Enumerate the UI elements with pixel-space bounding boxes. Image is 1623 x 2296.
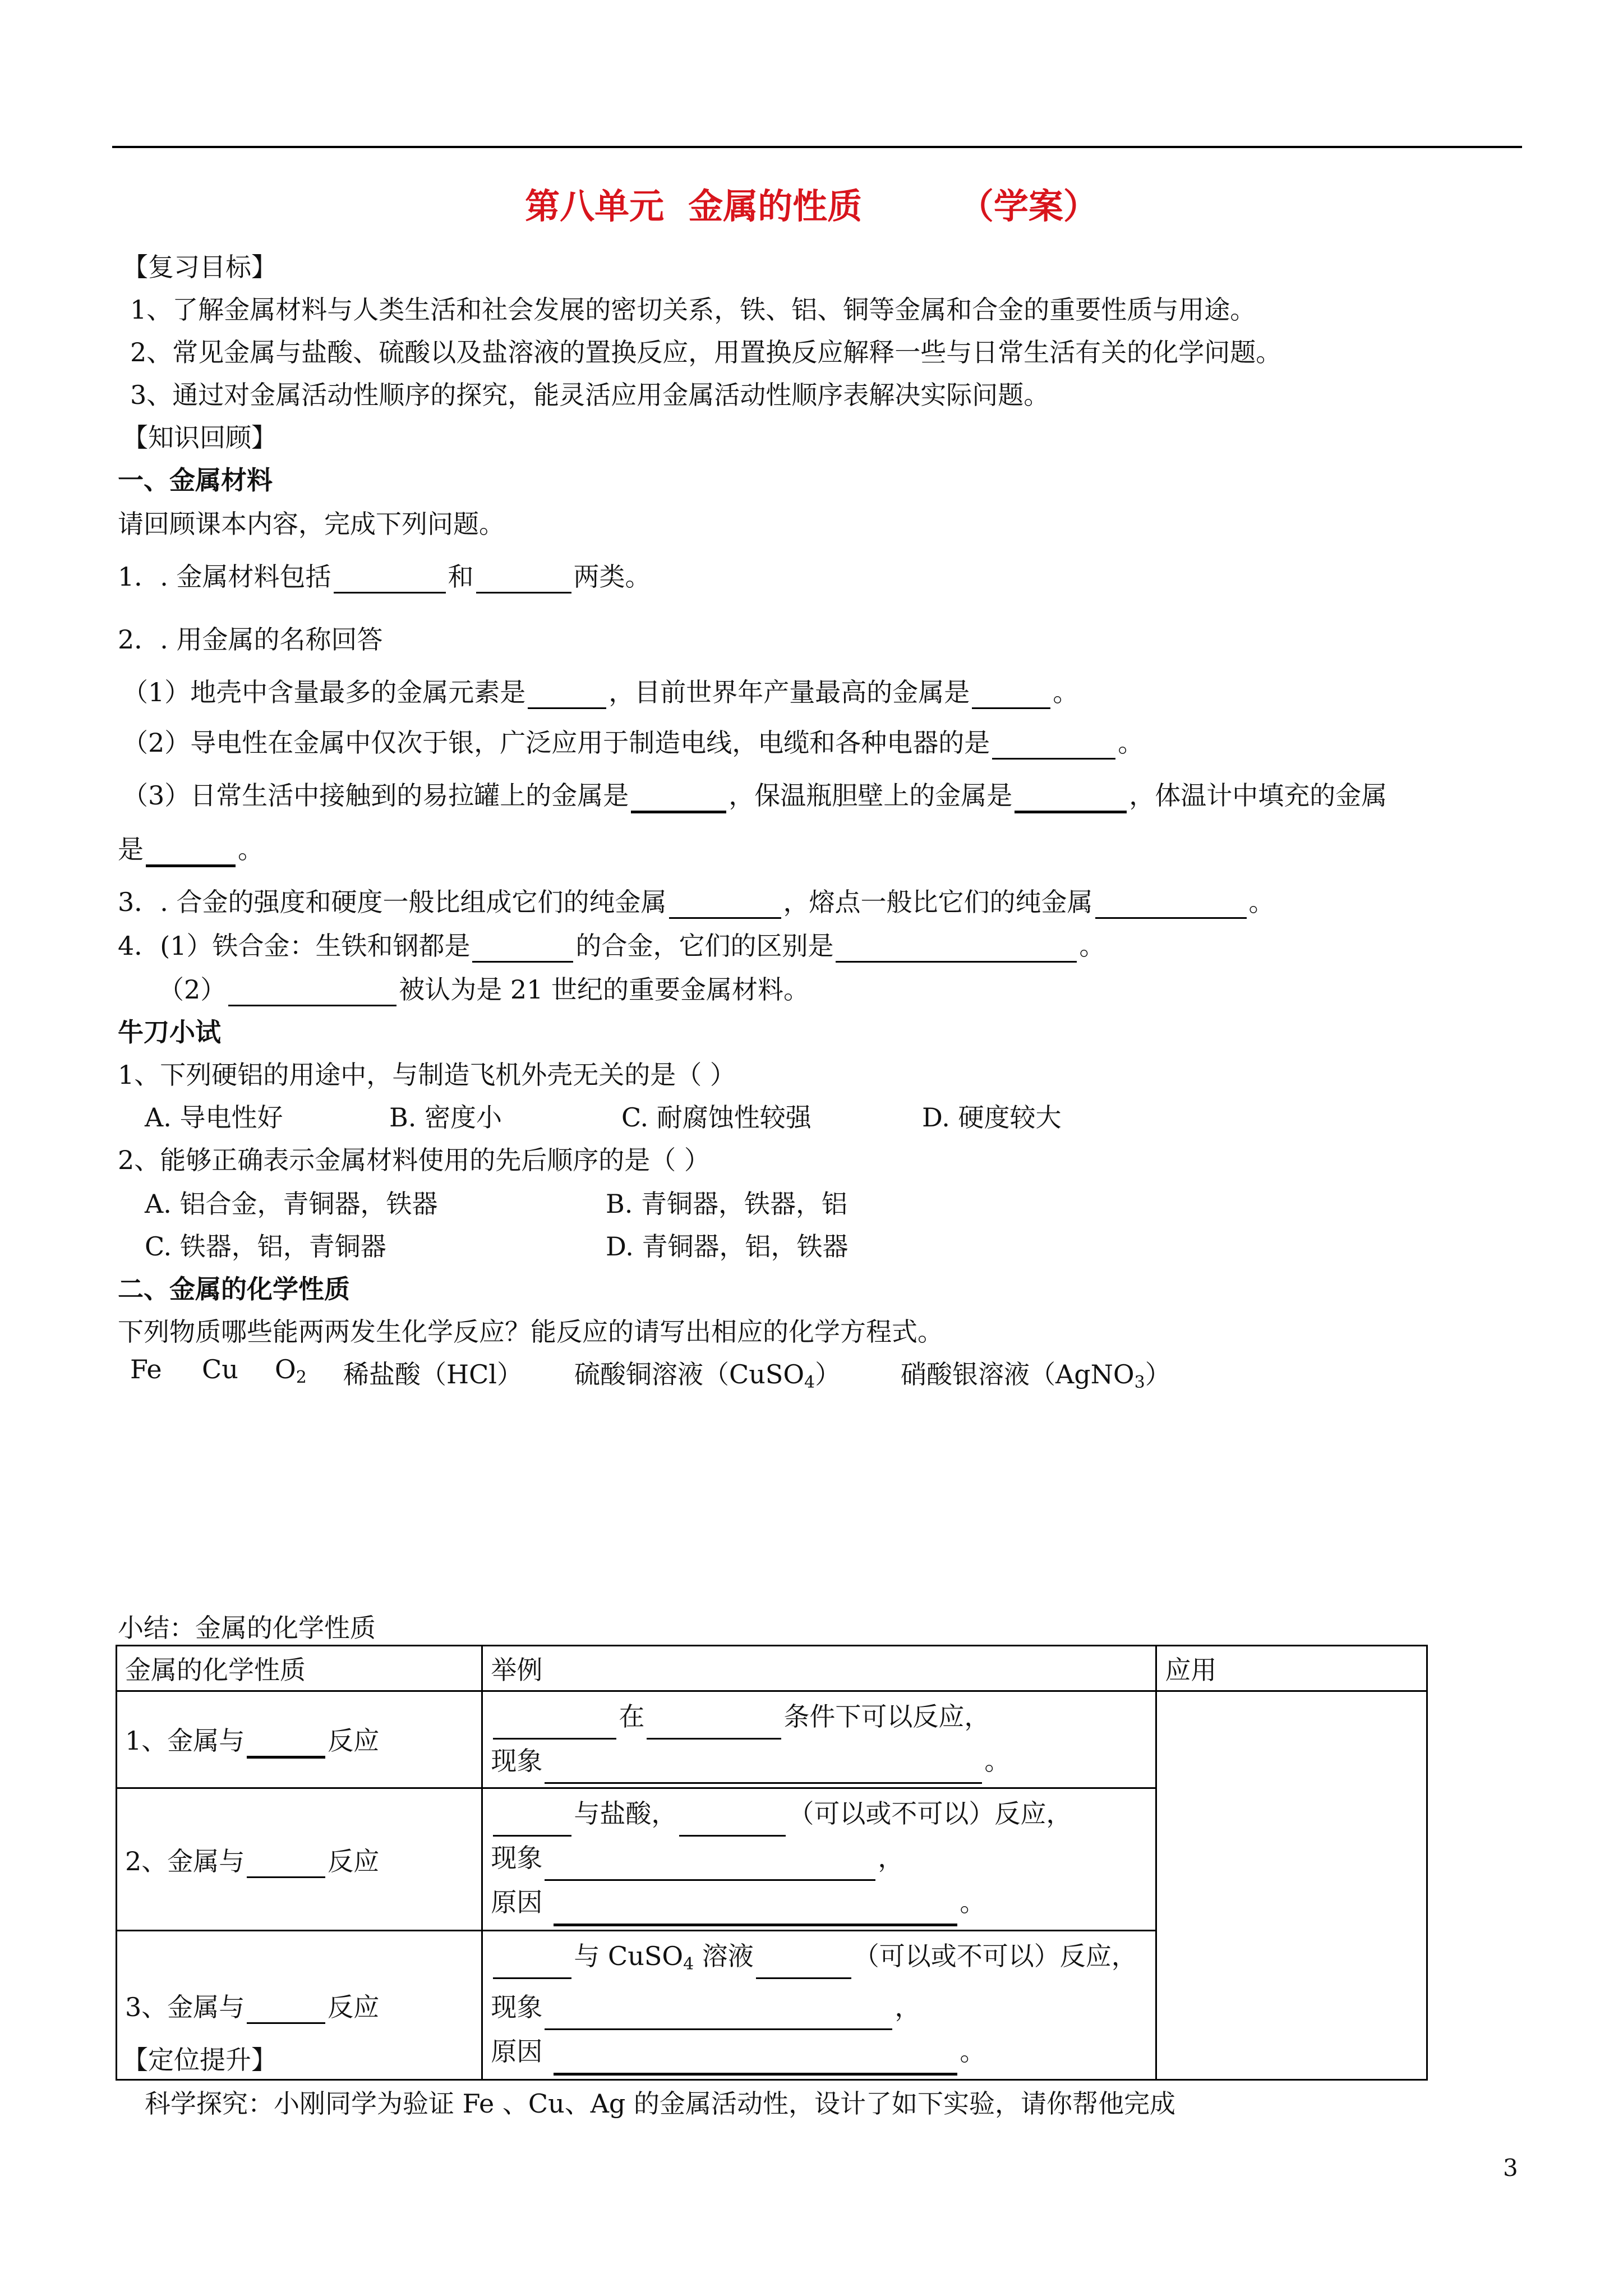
quiz-q1-option-a[interactable]: A. 导电性好 [145,1102,283,1133]
cuso4-subscript: 4 [804,1373,815,1392]
q1-text-b: 和 [448,562,474,592]
answer-blank[interactable] [992,728,1115,760]
answer-blank[interactable] [679,1792,786,1837]
question-4-1 [118,926,1105,963]
summary-table [116,1645,1428,2081]
row-1-line-1 [491,1695,1147,1740]
question-2: 2．. 用金属的名称回答 [118,624,383,655]
summary-row-1 [117,1691,1427,1788]
answer-blank[interactable] [528,677,606,709]
row-1-property [117,1691,482,1788]
row-3-line-2-c: ， [895,1992,921,2022]
cuso4-close: ） [815,1359,841,1389]
q2-3-text-b: ，保温瓶胆壁上的金属是 [728,780,1013,811]
row-3-line-1-b: 与 CuSO [574,1941,684,1971]
row-2-line-3-a: 原因 [491,1887,543,1917]
row-1-line-2-c: 。 [984,1746,1011,1776]
q4-1-text-c: 。 [1079,931,1105,961]
goal-item-3: 3、通过对金属活动性顺序的探究，能灵活应用金属活动性顺序表解决实际问题。 [130,380,1050,410]
review-goals-heading: 【复习目标】 [122,252,277,282]
row-2-line-1 [491,1792,1147,1837]
q2-2-text-a: （2）导电性在金属中仅次于银，广泛应用于制造电线，电缆和各种电器的是 [122,728,990,758]
q2-1-text-a: （1）地壳中含量最多的金属元素是 [122,677,526,707]
answer-blank[interactable] [669,887,781,919]
positioning-text: 科学探究：小刚同学为验证 Fe 、Cu、Ag 的金属活动性，设计了如下实验，请你帮他完成 [145,2088,1175,2119]
q4-2-text-a: （2） [158,974,227,1005]
top-rule [112,146,1522,148]
answer-blank[interactable] [1015,780,1127,813]
question-2-2 [122,723,1144,760]
row-3-line-2-a: 现象 [491,1992,543,2022]
quiz-question-2: 2、能够正确表示金属材料使用的先后顺序的是（ ） [118,1145,710,1175]
answer-blank[interactable] [493,1695,616,1740]
q2-2-text-b: 。 [1118,728,1144,758]
row-3-cuso4-subscript: 4 [683,1954,694,1974]
q2-3-cont-text-b: 。 [238,834,264,864]
row-2-property [117,1788,482,1931]
row-3-line-2 [491,1986,1147,2030]
row-1-line-2-a: 现象 [491,1746,543,1776]
positioning-heading: 【定位提升】 [122,2045,277,2075]
goal-item-1: 1、了解金属材料与人类生活和社会发展的密切关系，铁、铝、铜等金属和合金的重要性质与用途。 [130,295,1256,325]
row-2-line-2 [491,1837,1147,1881]
answer-blank[interactable] [647,1695,781,1740]
question-4-2 [158,969,809,1006]
quiz-question-1: 1、下列硬铝的用途中，与制造飞机外壳无关的是（ ） [118,1060,736,1090]
row-1-line-2 [491,1740,1147,1784]
row-3-line-2-c: 。 [960,2036,986,2067]
answer-blank[interactable] [836,931,1077,963]
quiz-heading: 牛刀小试 [118,1017,221,1047]
row-3-example [482,1931,1156,2080]
row-3-line-3-a: 原因 [491,2036,543,2067]
page-title: 第八单元 金属的性质 （学案） [525,186,1098,227]
page-number: 3 [1503,2154,1518,2182]
answer-blank[interactable] [631,780,726,813]
answer-blank[interactable] [493,1935,571,1979]
answer-blank[interactable] [247,1846,325,1878]
answer-blank[interactable] [476,562,571,593]
row-3-property-b: 反应 [328,1991,380,2022]
answer-blank[interactable] [247,1726,325,1759]
question-2-3 [122,775,1387,813]
q2-1-text-b: ，目前世界年产量最高的金属是 [608,677,970,707]
header-example: 举例 [482,1646,1156,1691]
row-1-property-b: 反应 [328,1726,380,1756]
q4-2-text-b: 被认为是 21 世纪的重要金属材料。 [399,974,810,1005]
row-1-line-1-b: 在 [619,1701,645,1732]
row-1-example [482,1691,1156,1788]
row-2-line-1-c: （可以或不可以）反应， [788,1798,1072,1829]
knowledge-review-heading: 【知识回顾】 [122,422,277,453]
question-2-3-cont [118,829,264,867]
quiz-q1-option-c[interactable]: C. 耐腐蚀性较强 [621,1102,811,1133]
o2-subscript: 2 [296,1368,307,1387]
answer-blank[interactable] [334,562,446,593]
quiz-q2-option-c[interactable]: C. 铁器，铝，青铜器 [145,1231,386,1262]
intro-text: 请回顾课本内容，完成下列问题。 [118,509,505,539]
row-2-line-3-c: 。 [960,1887,986,1917]
answer-blank[interactable] [545,1986,892,2030]
application-cell[interactable] [1156,1691,1427,2080]
q2-1-text-c: 。 [1053,677,1079,707]
question-2-1 [122,672,1078,709]
question-1 [118,556,651,593]
answer-blank[interactable] [493,1792,571,1837]
q2-3-cont-text-a: 是 [118,834,144,864]
answer-blank[interactable] [554,1881,957,1926]
answer-blank[interactable] [146,834,236,867]
section-chemical-properties: 二、金属的化学性质 [118,1274,350,1304]
goal-item-2: 2、常见金属与盐酸、硫酸以及盐溶液的置换反应，用置换反应解释一些与日常生活有关的化学问题。 [130,337,1282,367]
substance-cu: Cu [202,1354,238,1384]
q4-1-text-a: 4．(1）铁合金：生铁和钢都是 [118,931,471,961]
row-2-line-2-a: 现象 [491,1843,543,1873]
row-3-line-1-c: （可以或不可以）反应， [853,1941,1137,1971]
section-metal-materials: 一、金属材料 [118,465,273,495]
substance-hcl: 稀盐酸（HCl） [343,1359,523,1389]
answer-blank[interactable] [545,1740,982,1784]
summary-caption: 小结：金属的化学性质 [118,1613,376,1643]
row-3-line-1 [491,1935,1147,1986]
row-2-line-1-b: 与盐酸， [574,1798,677,1829]
quiz-q2-option-a[interactable]: A. 铝合金，青铜器，铁器 [145,1189,438,1219]
row-2-line-2-c: ， [878,1843,904,1873]
substance-o2 [275,1354,307,1387]
answer-blank[interactable] [554,2030,957,2076]
cuso4-text: 硫酸铜溶液（CuSO [574,1359,805,1389]
q3-text-a: 3．. 合金的强度和硬度一般比组成它们的纯金属 [118,887,667,917]
question-3 [118,882,1275,919]
row-2-example [482,1788,1156,1931]
agno3-close: ） [1145,1359,1171,1389]
agno3-text: 硝酸银溶液（AgNO [901,1359,1135,1389]
row-1-property-a: 1、金属与 [125,1726,245,1756]
answer-blank[interactable] [1095,887,1247,919]
answer-blank[interactable] [756,1935,851,1979]
row-1-line-1-c: 条件下可以反应， [783,1701,990,1732]
header-property: 金属的化学性质 [117,1646,482,1691]
agno3-subscript: 3 [1134,1373,1145,1392]
q1-text-a: 1．. 金属材料包括 [118,562,331,592]
q3-text-c: 。 [1248,887,1275,917]
answer-blank[interactable] [545,1837,875,1881]
q2-3-text-a: （3）日常生活中接触到的易拉罐上的金属是 [122,780,629,811]
q1-text-c: 两类。 [573,562,651,592]
q4-1-text-b: 的合金，它们的区别是 [575,931,834,961]
quiz-q1-option-b[interactable]: B. 密度小 [389,1102,502,1133]
quiz-q2-option-d[interactable]: D. 青铜器，铝，铁器 [606,1231,849,1262]
quiz-q1-option-d[interactable]: D. 硬度较大 [922,1102,1062,1133]
row-2-line-3 [491,1881,1147,1926]
quiz-q2-option-b[interactable]: B. 青铜器，铁器，铝 [606,1189,848,1219]
answer-blank[interactable] [247,1992,325,2024]
answer-blank[interactable] [228,974,396,1006]
q2-3-text-c: ，体温计中填充的金属 [1129,780,1387,811]
row-2-property-b: 反应 [328,1846,380,1876]
summary-header-row [117,1646,1427,1691]
chemical-prompt: 下列物质哪些能两两发生化学反应？能反应的请写出相应的化学方程式。 [118,1317,943,1347]
q3-text-b: ，熔点一般比它们的纯金属 [783,887,1093,917]
row-3-line-1-b-post: 溶液 [694,1941,754,1971]
substance-cuso4 [574,1354,841,1392]
substance-fe: Fe [130,1354,162,1384]
row-2-property-a: 2、金属与 [125,1846,245,1876]
o2-symbol: O [275,1354,296,1384]
row-3-line-3 [491,2030,1147,2076]
header-application: 应用 [1156,1646,1427,1691]
answer-blank[interactable] [972,677,1050,709]
substance-agno3 [901,1354,1171,1392]
answer-blank[interactable] [472,931,573,963]
row-3-property-a: 3、金属与 [125,1991,245,2022]
